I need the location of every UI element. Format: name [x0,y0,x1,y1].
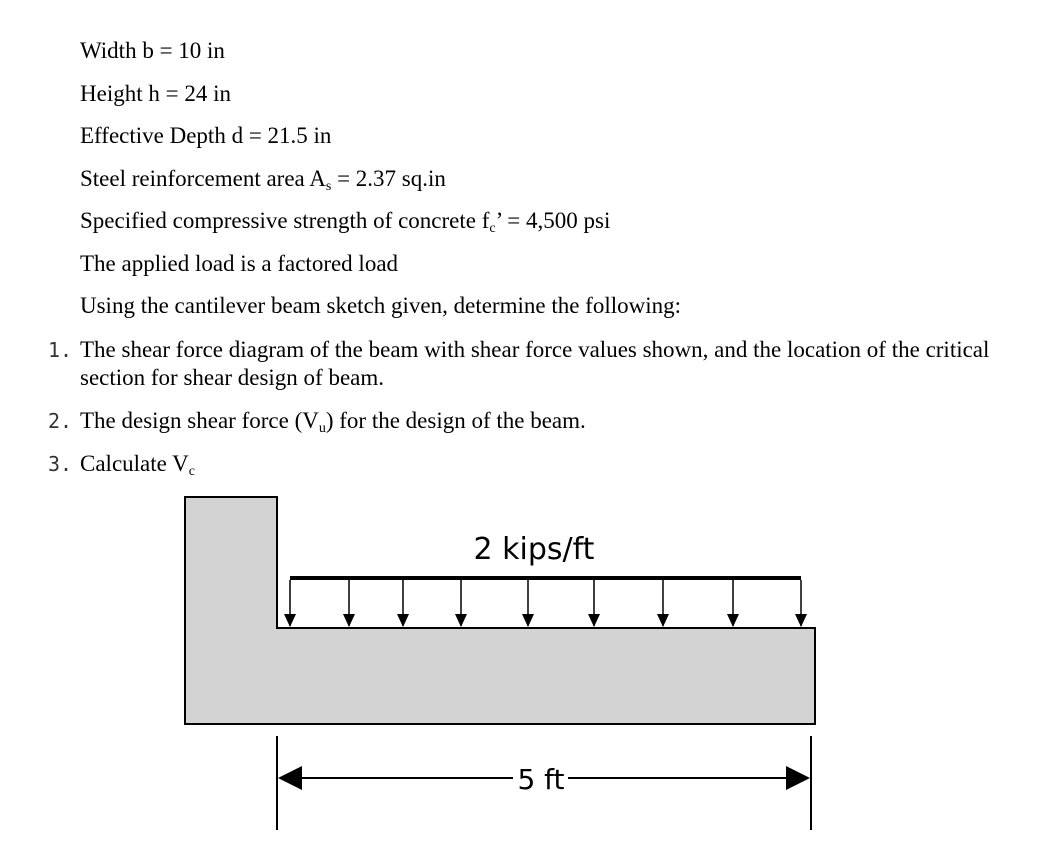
steel-area-subscript: s [325,179,332,194]
load-label: 2 kips/ft [473,532,595,567]
load-arrow-head [397,614,409,627]
given-height: Height h = 24 in [80,81,231,106]
question-2-number: 2. [48,409,73,433]
instruction: Using the cantilever beam sketch given, determine the following: [80,293,682,318]
question-2-subscript: u [318,421,326,436]
load-arrow-head [588,614,600,627]
load-note: The applied load is a factored load [80,251,399,276]
given-width: Width b = 10 in [80,38,225,63]
steel-area-prefix: Steel reinforcement area A [80,166,326,191]
dimension-arrow-right [786,766,810,790]
concrete-strength-value: ’ = 4,500 psi [495,208,611,233]
steel-area-value: = 2.37 sq.in [331,166,446,191]
load-arrow-head [522,614,534,627]
load-arrow-head [795,614,807,627]
question-3-subscript: c [188,464,196,479]
span-label: 5 ft [517,763,565,796]
question-1-number: 1. [48,338,73,362]
concrete-strength-prefix: Specified compressive strength of concrete f [80,208,490,233]
load-arrow-head [343,614,355,627]
question-2-suffix: ) for the design of the beam. [325,408,586,433]
question-1-text: The shear force diagram of the beam with shear force values shown, and the location of the critical section for shear design of beam. [80,337,990,390]
load-arrows [284,580,807,627]
load-arrow-head [284,614,296,627]
question-2-prefix: The design shear force (V [80,408,319,433]
load-arrow-head [727,614,739,627]
given-effective-depth: Effective Depth d = 21.5 in [80,123,332,148]
concrete-strength-subscript: c [489,221,496,236]
question-3-prefix: Calculate V [80,451,189,476]
load-arrow-head [455,614,467,627]
question-3-number: 3. [48,452,73,476]
dimension-arrow-left [278,766,302,790]
load-arrow-head [657,614,669,627]
